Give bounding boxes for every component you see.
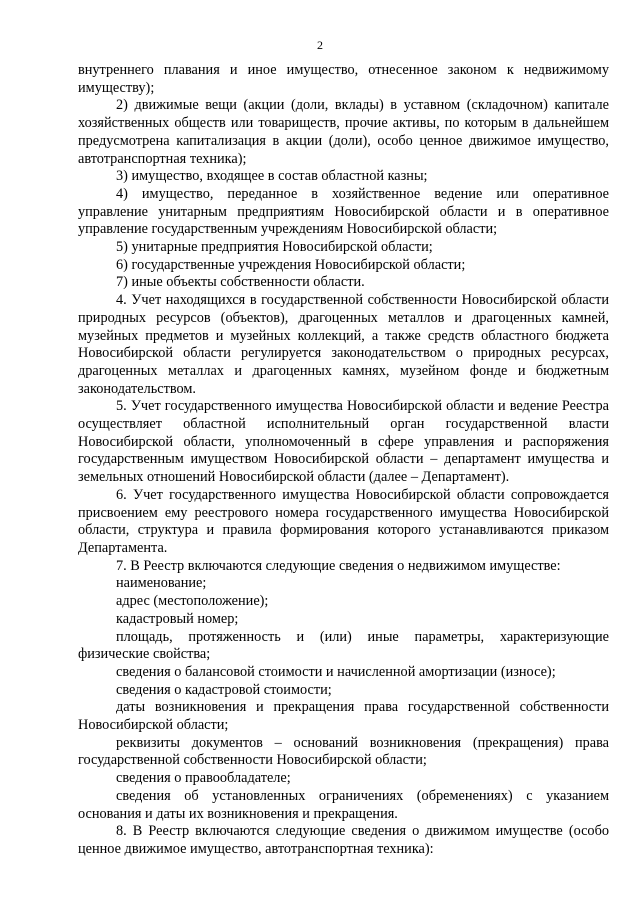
clause-7-item-cadastral-number: кадастровый номер; <box>116 610 239 627</box>
clause-8: 8. В Реестр включаются следующие сведения о движимом имуществе (особо ценное движимое имущество, автотранспортная техника): <box>78 823 609 857</box>
clause-6: 6. Учет государственного имущества Новосибирской области сопровождается присвоением ему реестрового номера государственного имущества Новосибирской области, структура и правила формирования которого устанавливаются приказом Департамента. <box>78 486 609 556</box>
list-item-4: 4) имущество, переданное в хозяйственное ведение или оперативное управление унитарным предприятиям Новосибирской области и в оперативное управление государственным учреждениям Новосибирской области; <box>78 185 609 238</box>
clause-7-item-area: площадь, протяженность и (или) иные параметры, характеризующие физические свойства; <box>78 628 609 663</box>
clause-7-item-balance-value: сведения о балансовой стоимости и начисленной амортизации (износе); <box>116 663 556 680</box>
clause-7-item-cadastral-value: сведения о кадастровой стоимости; <box>116 681 332 698</box>
clause-5: 5. Учет государственного имущества Новосибирской области и ведение Реестра осуществляет областной исполнительный орган государственной власти Новосибирской области, уполномоченный в сфере управления и распоряжения государственным имуществом Новосибирской области – департамент имущества и земельных отношений Новосибирской области (далее – Департамент). <box>78 398 609 486</box>
clause-4: 4. Учет находящихся в государственной собственности Новосибирской области природных ресурсов (объектов), драгоценных металлов и драгоценных камней, музейных предметов и музейных коллекций, а также средств областного бюджета Новосибирской области регулируется законодательством о природных ресурсах, драгоценных металлах и драгоценных камнях, музейном фонде и бюджетным законодательством. <box>78 292 609 397</box>
page-number: 2 <box>317 38 323 52</box>
paragraph-1: внутреннего плавания и иное имущество, отнесенное законом к недвижимому имуществу); <box>78 62 609 96</box>
list-item-6: 6) государственные учреждения Новосибирской области; <box>116 256 466 273</box>
list-item-5: 5) унитарные предприятия Новосибирской области; <box>116 239 433 256</box>
document-body <box>78 62 609 859</box>
clause-7-item-name: наименование; <box>116 575 207 592</box>
clause-7-item-dates: даты возникновения и прекращения права государственной собственности Новосибирской области; <box>78 699 609 734</box>
clause-7: 7. В Реестр включаются следующие сведения о недвижимом имуществе: <box>116 557 561 574</box>
list-item-3: 3) имущество, входящее в состав областной казны; <box>116 168 428 185</box>
list-item-2: 2) движимые вещи (акции (доли, вклады) в уставном (складочном) капитале хозяйственных обществ или товариществ, прочие активы, по которым в дальнейшем предусмотрена капитализация в акции (доли), особо ценное движимое имущество, автотранспортная техника); <box>78 97 609 167</box>
clause-7-item-documents: реквизиты документов – оснований возникновения (прекращения) права государственной собственности Новосибирской области; <box>78 734 609 769</box>
list-item-7: 7) иные объекты собственности области. <box>116 274 365 291</box>
clause-7-item-right-holder: сведения о правообладателе; <box>116 770 291 787</box>
clause-7-item-address: адрес (местоположение); <box>116 593 269 610</box>
clause-7-item-encumbrances: сведения об установленных ограничениях (обременениях) с указанием основания и даты их возникновения и прекращения. <box>78 787 609 822</box>
